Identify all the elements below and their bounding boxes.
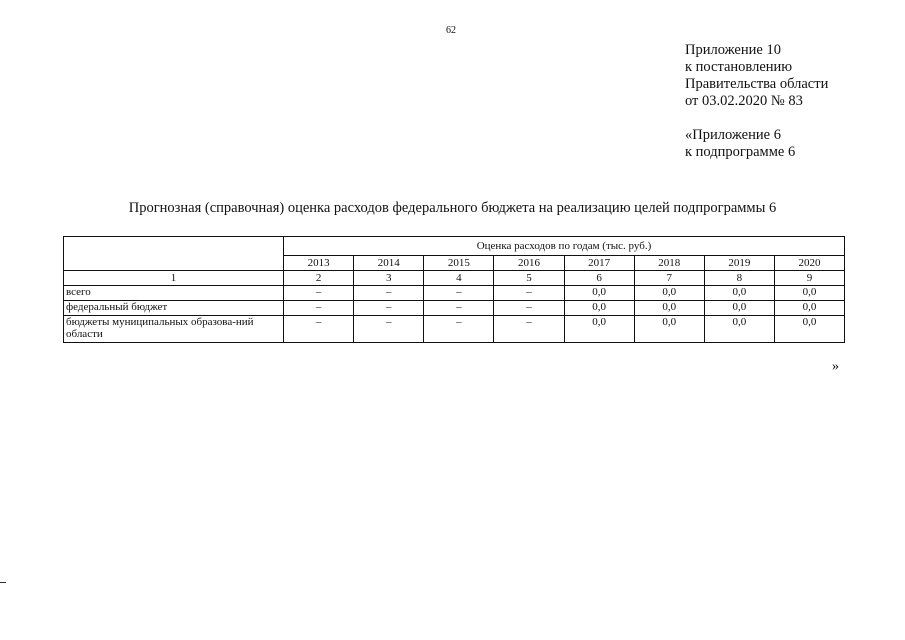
group-header-cell: Оценка расходов по годам (тыс. руб.) bbox=[284, 237, 845, 256]
document-title: Прогнозная (справочная) оценка расходов федерального бюджета на реализацию целей подпрограммы 6 bbox=[128, 200, 777, 216]
annex-block bbox=[685, 42, 828, 161]
value-cell: – bbox=[284, 316, 354, 343]
row-label: всего bbox=[64, 286, 284, 301]
value-cell: 0,0 bbox=[634, 316, 704, 343]
annex-line: к подпрограмме 6 bbox=[685, 144, 796, 160]
column-number-cell: 6 bbox=[564, 271, 634, 286]
budget-table bbox=[63, 236, 845, 343]
value-cell: – bbox=[494, 316, 564, 343]
value-cell: – bbox=[354, 286, 424, 301]
year-cell: 2013 bbox=[284, 256, 354, 271]
annex-line: Приложение 10 bbox=[685, 42, 781, 58]
table-header-row bbox=[64, 237, 845, 256]
value-cell: – bbox=[424, 316, 494, 343]
row-label: федеральный бюджет bbox=[64, 301, 284, 316]
header-empty-cell bbox=[64, 237, 284, 271]
value-cell: 0,0 bbox=[774, 301, 844, 316]
annex-line: «Приложение 6 bbox=[685, 127, 781, 143]
value-cell: 0,0 bbox=[774, 316, 844, 343]
year-cell: 2019 bbox=[704, 256, 774, 271]
value-cell: 0,0 bbox=[774, 286, 844, 301]
column-number-cell: 1 bbox=[64, 271, 284, 286]
column-number-cell: 2 bbox=[284, 271, 354, 286]
table-row bbox=[64, 286, 845, 301]
column-number-row bbox=[64, 271, 845, 286]
column-number-cell: 9 bbox=[774, 271, 844, 286]
column-number-cell: 4 bbox=[424, 271, 494, 286]
annex-spacer bbox=[685, 110, 828, 127]
scan-edge-mark bbox=[0, 582, 6, 583]
value-cell: 0,0 bbox=[704, 301, 774, 316]
annex-line: Правительства области bbox=[685, 76, 829, 92]
closing-quote: » bbox=[832, 359, 839, 374]
value-cell: 0,0 bbox=[704, 316, 774, 343]
column-number-cell: 3 bbox=[354, 271, 424, 286]
column-number-cell: 7 bbox=[634, 271, 704, 286]
year-cell: 2015 bbox=[424, 256, 494, 271]
value-cell: – bbox=[424, 286, 494, 301]
table-row bbox=[64, 301, 845, 316]
value-cell: – bbox=[284, 286, 354, 301]
row-label: бюджеты муниципальных образова-ний области bbox=[64, 316, 284, 343]
value-cell: – bbox=[284, 301, 354, 316]
table-row bbox=[64, 316, 845, 343]
value-cell: 0,0 bbox=[634, 301, 704, 316]
year-cell: 2016 bbox=[494, 256, 564, 271]
year-cell: 2017 bbox=[564, 256, 634, 271]
year-cell: 2014 bbox=[354, 256, 424, 271]
value-cell: – bbox=[424, 301, 494, 316]
value-cell: 0,0 bbox=[634, 286, 704, 301]
column-number-cell: 8 bbox=[704, 271, 774, 286]
value-cell: – bbox=[494, 286, 564, 301]
value-cell: – bbox=[354, 301, 424, 316]
column-number-cell: 5 bbox=[494, 271, 564, 286]
value-cell: 0,0 bbox=[564, 316, 634, 343]
year-cell: 2020 bbox=[774, 256, 844, 271]
value-cell: – bbox=[354, 316, 424, 343]
annex-line: к постановлению bbox=[685, 59, 793, 75]
year-cell: 2018 bbox=[634, 256, 704, 271]
value-cell: 0,0 bbox=[704, 286, 774, 301]
value-cell: 0,0 bbox=[564, 301, 634, 316]
value-cell: – bbox=[494, 301, 564, 316]
annex-line: от 03.02.2020 № 83 bbox=[685, 93, 803, 109]
page-number: 62 bbox=[446, 25, 456, 36]
value-cell: 0,0 bbox=[564, 286, 634, 301]
